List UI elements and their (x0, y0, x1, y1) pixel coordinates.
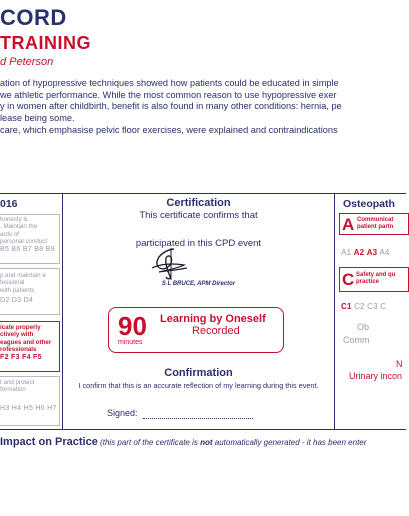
description-line: lease being some. (0, 113, 75, 124)
course-title: TRAINING (0, 33, 91, 53)
impact-note-before: (this part of the certificate is (97, 438, 201, 447)
code-chip: A3 (366, 248, 378, 257)
standard-codes: D2 D3 D4 (0, 296, 34, 304)
theme-text: Communicat patient partn (357, 217, 394, 230)
code-chip: C3 (367, 302, 378, 311)
standard-text: p and maintain a fessional with patients (0, 272, 46, 294)
condition-label: N (396, 359, 403, 369)
impact-heading (0, 436, 366, 448)
description-line: we athletic performance. While the most common reason to use hypopressive exer (0, 89, 337, 100)
confirmation-heading: Confirmation (164, 367, 233, 379)
theme-text: Safety and qu practice (356, 272, 396, 285)
theme-a-codes (341, 248, 390, 257)
impact-note (98, 438, 367, 447)
learning-status: Recorded (192, 325, 240, 337)
code-chip: C (380, 302, 387, 311)
standard-box-f (0, 321, 60, 372)
osteopath-standards-title: Osteopath (343, 198, 395, 210)
theme-label: Comm (343, 335, 370, 345)
theme-box-a (339, 213, 409, 235)
standard-text: honesty & . Maintain the ards of personal conduct (0, 216, 48, 245)
certification-text: This certificate confirms that (139, 210, 258, 221)
signature-line[interactable] (143, 418, 253, 419)
confirmation-text: I confirm that this is an accurate reflection of my learning during this event. (78, 381, 319, 390)
theme-c-codes (341, 302, 386, 311)
standard-codes: B5 B6 B7 B8 B9 (0, 246, 55, 254)
learning-type: Learning by Oneself (160, 313, 266, 325)
standard-box-d (0, 268, 60, 315)
code-chip: C2 (354, 302, 365, 311)
standard-text: icate properly ctively with eagues and other rofessionals (0, 324, 52, 353)
impact-title: Impact on Practice (0, 436, 98, 448)
code-chip: A4 (379, 248, 390, 257)
director-signature (144, 246, 190, 282)
condition-label: Urinary incon (349, 371, 403, 381)
standard-codes: H3 H4 H5 H6 H7 (0, 404, 57, 412)
minutes-label: minutes (118, 339, 143, 346)
column-divider (334, 193, 335, 430)
description-line: ation of hypopressive techniques showed how patients could be educated in simple (0, 78, 339, 88)
theme-letter: C (342, 270, 355, 289)
standard-codes: F2 F3 F4 F5 (0, 354, 42, 362)
minutes-value: 90 (118, 311, 147, 341)
theme-box-c (339, 267, 409, 292)
theme-label: Ob (357, 322, 370, 332)
course-author: d Peterson (0, 56, 54, 68)
signatory-name: S L BRUCE, APM Director (161, 281, 236, 287)
theme-letter: A (342, 215, 355, 234)
signed-label: Signed: (107, 408, 138, 418)
certification-heading: Certification (166, 197, 231, 209)
code-chip: A2 (353, 248, 365, 257)
certificate-title: CORD (0, 5, 67, 30)
code-chip: C1 (341, 302, 352, 311)
code-chip: A1 (341, 248, 352, 257)
course-description (0, 78, 400, 137)
column-divider (62, 193, 63, 430)
certification-event-text: participated in this CPD event (135, 238, 262, 249)
description-line: y in women after childbirth, benefit is also found in many other conditions: hernia, pe (0, 101, 342, 112)
standard-box-b (0, 214, 60, 264)
standard-box-h (0, 376, 60, 426)
impact-note-bold: not (200, 438, 213, 447)
description-line: care, which emphasise pelvic floor exercises, were explained and contraindications (0, 124, 338, 135)
standards-title: 016 (0, 198, 18, 210)
standard-text: t and protect formation (0, 379, 35, 394)
impact-note-after: automatically generated - it has been enter (212, 438, 367, 447)
